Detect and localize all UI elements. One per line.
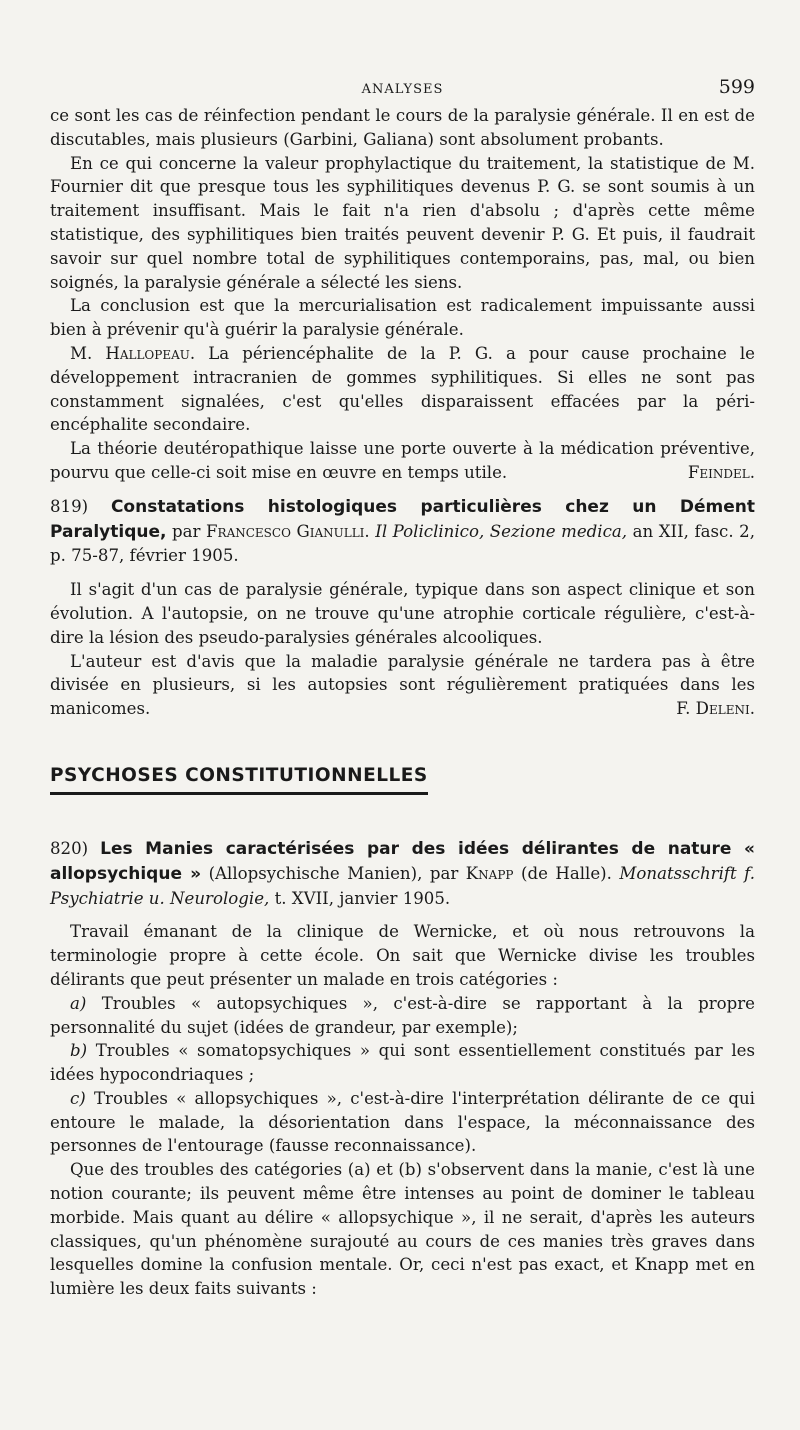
abstract-journal: Il Policlinico, Sezione medica,: [369, 521, 628, 541]
list-item-c: [50, 1087, 755, 1158]
abstract-reference: an XII, fasc. 2, p. 75-87, février 1905.: [50, 521, 756, 566]
page-number: 599: [718, 76, 755, 98]
abstract-820-heading: [50, 837, 755, 910]
list-item-b: [50, 1039, 755, 1087]
abstract-reference: (Allopsychische Manien), par: [201, 863, 466, 883]
signature: Feindel.: [687, 462, 755, 482]
section-title: PSYCHOSES CONSTITUTIONNELLES: [50, 765, 428, 795]
list-text: Troubles « allopsychiques », c'est-à-dire l'interprétation délirante de ce qui entoure le malade, la désorientation dans l'espace, la méconnaissance des personnes de l'entourage (fausse reconnaissance).: [50, 1088, 755, 1156]
speaker-name: M. Hallopeau.: [70, 343, 196, 363]
signature: F. Deleni.: [676, 699, 755, 719]
abstract-author: Francesco Gianulli.: [206, 521, 370, 541]
continuation-paragraph-5: [50, 437, 755, 485]
abstract-820-paragraph-1: Travail émanant de la clinique de Wernicke, et où nous retrouvons la terminologie propre à cette école. On sait que Wernicke divise les troubles délirants que peut présenter un malade en trois catégories :: [50, 922, 755, 989]
paragraph-text: La théorie deutéropathique laisse une porte ouverte à la médication préventive, pourvu que celle-ci soit mise en œuvre en temps utile.: [50, 439, 755, 482]
abstract-reference: t. XVII, janvier 1905.: [269, 888, 451, 908]
paragraph-text: L'auteur est d'avis que la maladie paralysie générale ne tardera pas à être divisée en plusieurs, si les autopsies sont régulièrement pratiquées dans les manicomes.: [50, 651, 755, 719]
continuation-paragraph-1: ce sont les cas de réinfection pendant le cours de la paralysie générale. Il en est de discutables, mais plusieurs (Garbini, Galiana) sont absolument probants.: [50, 106, 755, 149]
abstract-number: 820): [50, 838, 89, 858]
abstract-by: par: [166, 521, 207, 541]
abstract-reference: (de Halle).: [513, 863, 620, 883]
running-header: [50, 76, 755, 104]
abstract-number: 819): [50, 496, 89, 516]
list-item-a: [50, 992, 755, 1040]
abstract-819-paragraph-2: [50, 650, 755, 721]
list-label: a): [70, 993, 87, 1013]
journal-page: [50, 76, 755, 1301]
list-label: c): [70, 1088, 86, 1108]
abstract-820-citation: [50, 837, 755, 910]
running-title: ANALYSES: [361, 82, 444, 97]
list-text: Troubles « somatopsychiques » qui sont essentiellement constitués par les idées hypocondriaques ;: [50, 1041, 755, 1085]
list-label: b): [70, 1041, 88, 1061]
abstract-819-paragraph-1: Il s'agit d'un cas de paralysie générale, typique dans son aspect clinique et son évolution. A l'autopsie, on ne trouve qu'une atrophie corticale régulière, c'est-à-dire la lésion des pseudo-paralysies générales alcooliques.: [50, 580, 755, 647]
abstract-819-heading: [50, 495, 755, 568]
abstract-title: Les Manies caractérisées par des idées délirantes de nature « allopsychique »: [50, 838, 756, 884]
abstract-journal: Monatsschrift f. Psychiatrie u. Neurologie,: [50, 863, 756, 908]
abstract-819-citation: [50, 495, 755, 568]
continuation-paragraph-3: La conclusion est que la mercurialisation est radicalement impuissante aussi bien à prévenir qu'à guérir la paralysie générale.: [50, 296, 755, 340]
abstract-title: Constatations histologiques particulières chez un Dément Paralytique,: [50, 496, 756, 542]
continuation-paragraph-2: En ce qui concerne la valeur prophylactique du traitement, la statistique de M. Fournier dit que presque tous les syphilitiques devenus P. G. se sont soumis à un traitement insuffisant. Mais le fait n'a rien d'absolu ; d'après cette même statistique, des syphilitiques bien traités peuvent devenir P. G. Et puis, il faudrait savoir sur quel nombre total de syphilitiques contemporains, pas, mal, ou bien soignés, la paralysie générale a sélecté les siens.: [50, 153, 755, 292]
abstract-author: Knapp: [465, 863, 514, 883]
abstract-820-paragraph-2: Que des troubles des catégories (a) et (b) s'observent dans la manie, c'est là une notion courante; ils peuvent même être intenses au point de dominer le tableau morbide. Mais quant au délire « allopsychique », il ne serait, d'après les auteurs classiques, qu'un phénomène surajouté au cours de ces manies très graves dans lesquelles domine la confusion mentale. Or, ceci n'est pas exact, et Knapp met en lumière les deux faits suivants :: [50, 1160, 755, 1299]
speaker-text: La périencéphalite de la P. G. a pour cause prochaine le développement intracranien de gommes syphilitiques. Si elles ne sont pas constamment signalées, c'est qu'elles disparaissent effacées par la péri-encéphalite secondaire.: [50, 343, 755, 435]
list-text: Troubles « autopsychiques », c'est-à-dire se rapportant à la propre personnalité du sujet (idées de grandeur, par exemple);: [50, 993, 755, 1037]
continuation-paragraph-4: [50, 342, 755, 437]
